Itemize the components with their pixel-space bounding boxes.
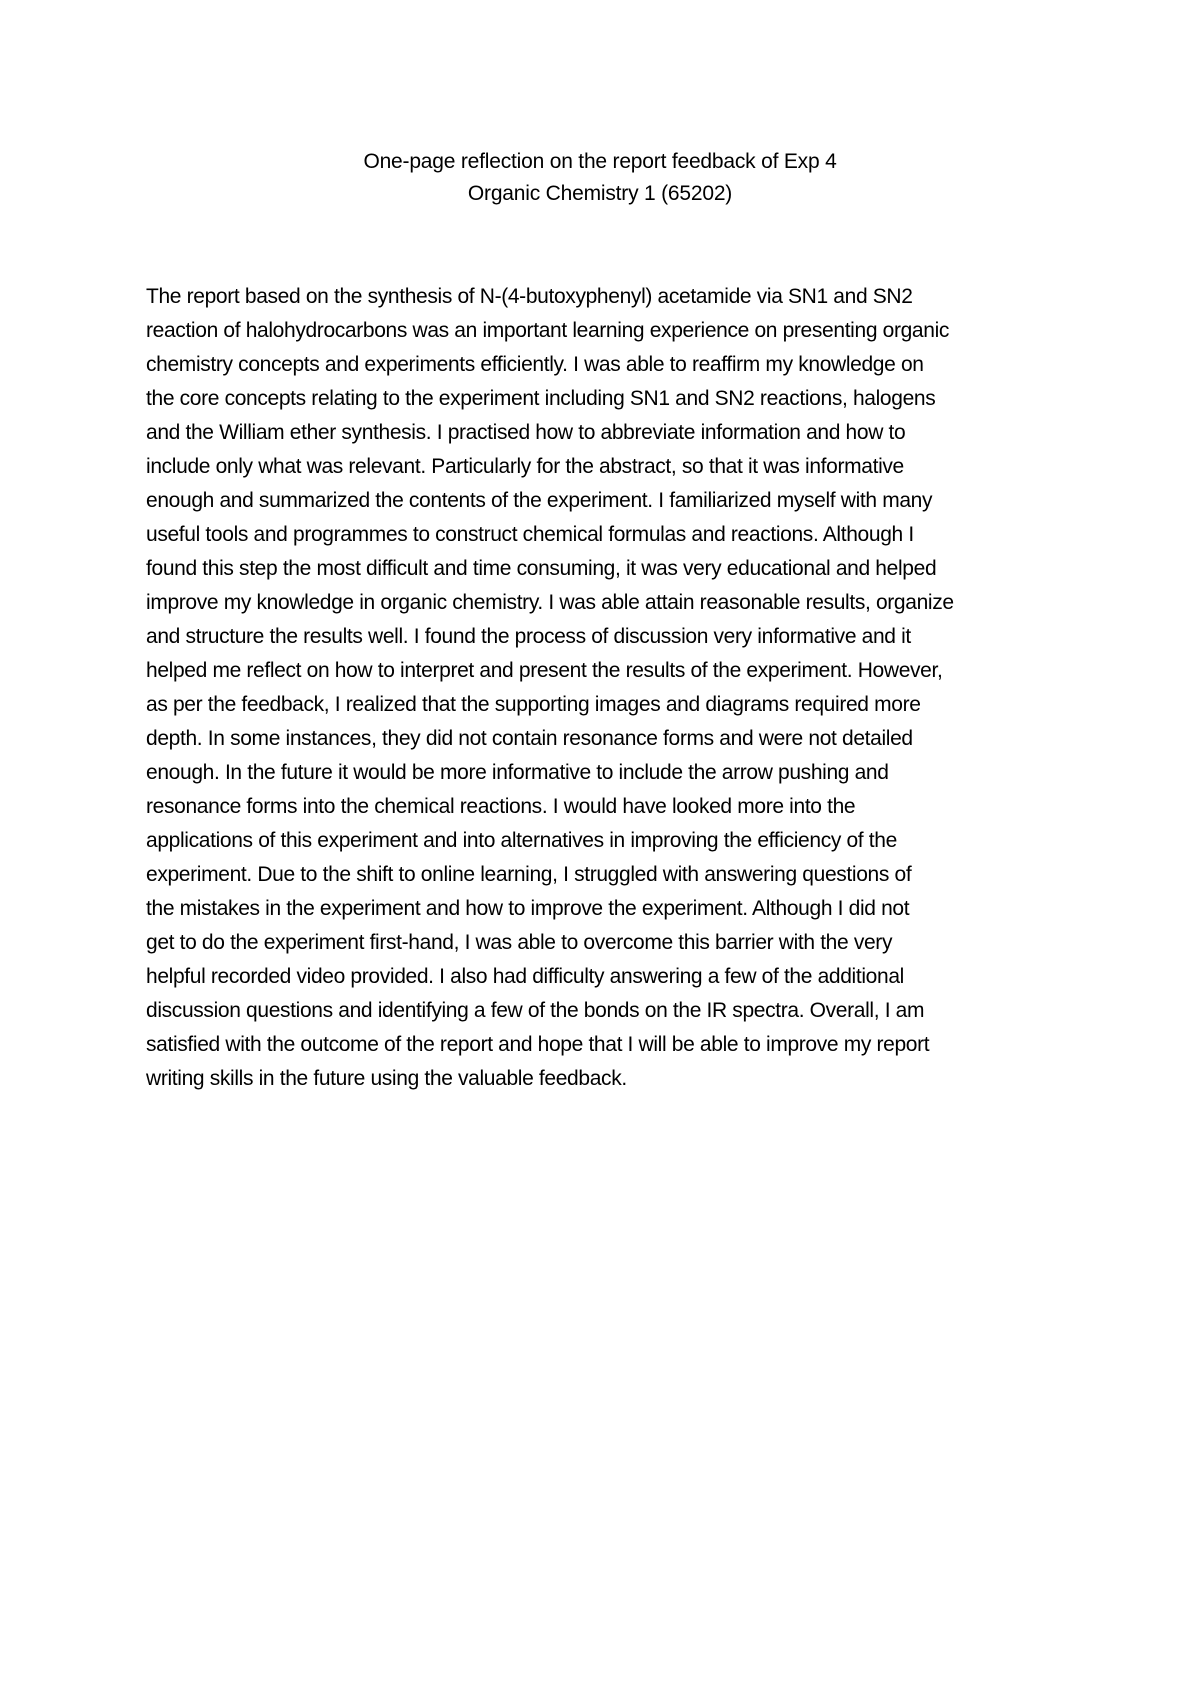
reflection-paragraph [146,280,1066,1096]
paragraph-line: include only what was relevant. Particularly for the abstract, so that it was informative [146,455,904,478]
paragraph-line: useful tools and programmes to construct chemical formulas and reactions. Although I [146,523,914,546]
paragraph-line: reaction of halohydrocarbons was an important learning experience on presenting organic [146,319,950,342]
paragraph-line: get to do the experiment first-hand, I was able to overcome this barrier with the very [146,931,893,954]
paragraph-line: depth. In some instances, they did not contain resonance forms and were not detailed [146,727,913,750]
paragraph-line: the core concepts relating to the experiment including SN1 and SN2 reactions, halogens [146,387,936,410]
paragraph-line: as per the feedback, I realized that the supporting images and diagrams required more [146,693,921,716]
paragraph-line: satisfied with the outcome of the report and hope that I will be able to improve my report [146,1033,930,1056]
paragraph-line: enough. In the future it would be more informative to include the arrow pushing and [146,761,889,784]
paragraph-line: discussion questions and identifying a few of the bonds on the IR spectra. Overall, I am [146,999,925,1022]
paragraph-line: improve my knowledge in organic chemistry. I was able attain reasonable results, organize [146,591,954,614]
paragraph-line: writing skills in the future using the valuable feedback. [146,1067,627,1090]
paragraph-line: The report based on the synthesis of N-(4-butoxyphenyl) acetamide via SN1 and SN2 [146,285,913,308]
paragraph-line: found this step the most difficult and time consuming, it was very educational and helped [146,557,937,580]
paragraph-line: enough and summarized the contents of the experiment. I familiarized myself with many [146,489,933,512]
title-block [0,146,1200,210]
paragraph-line: applications of this experiment and into alternatives in improving the efficiency of the [146,829,897,852]
paragraph-line: the mistakes in the experiment and how to improve the experiment. Although I did not [146,897,910,920]
document-title: One-page reflection on the report feedback of Exp 4 [363,150,837,173]
paragraph-line: chemistry concepts and experiments efficiently. I was able to reaffirm my knowledge on [146,353,924,376]
paragraph-line: and the William ether synthesis. I practised how to abbreviate information and how to [146,421,906,444]
paragraph-line: helpful recorded video provided. I also had difficulty answering a few of the additional [146,965,904,988]
paragraph-line: and structure the results well. I found the process of discussion very informative and it [146,625,911,648]
paragraph-line: resonance forms into the chemical reactions. I would have looked more into the [146,795,856,818]
document-subtitle: Organic Chemistry 1 (65202) [467,182,733,205]
paragraph-line: helped me reflect on how to interpret and present the results of the experiment. However, [146,659,943,682]
paragraph-line: experiment. Due to the shift to online learning, I struggled with answering questions of [146,863,912,886]
